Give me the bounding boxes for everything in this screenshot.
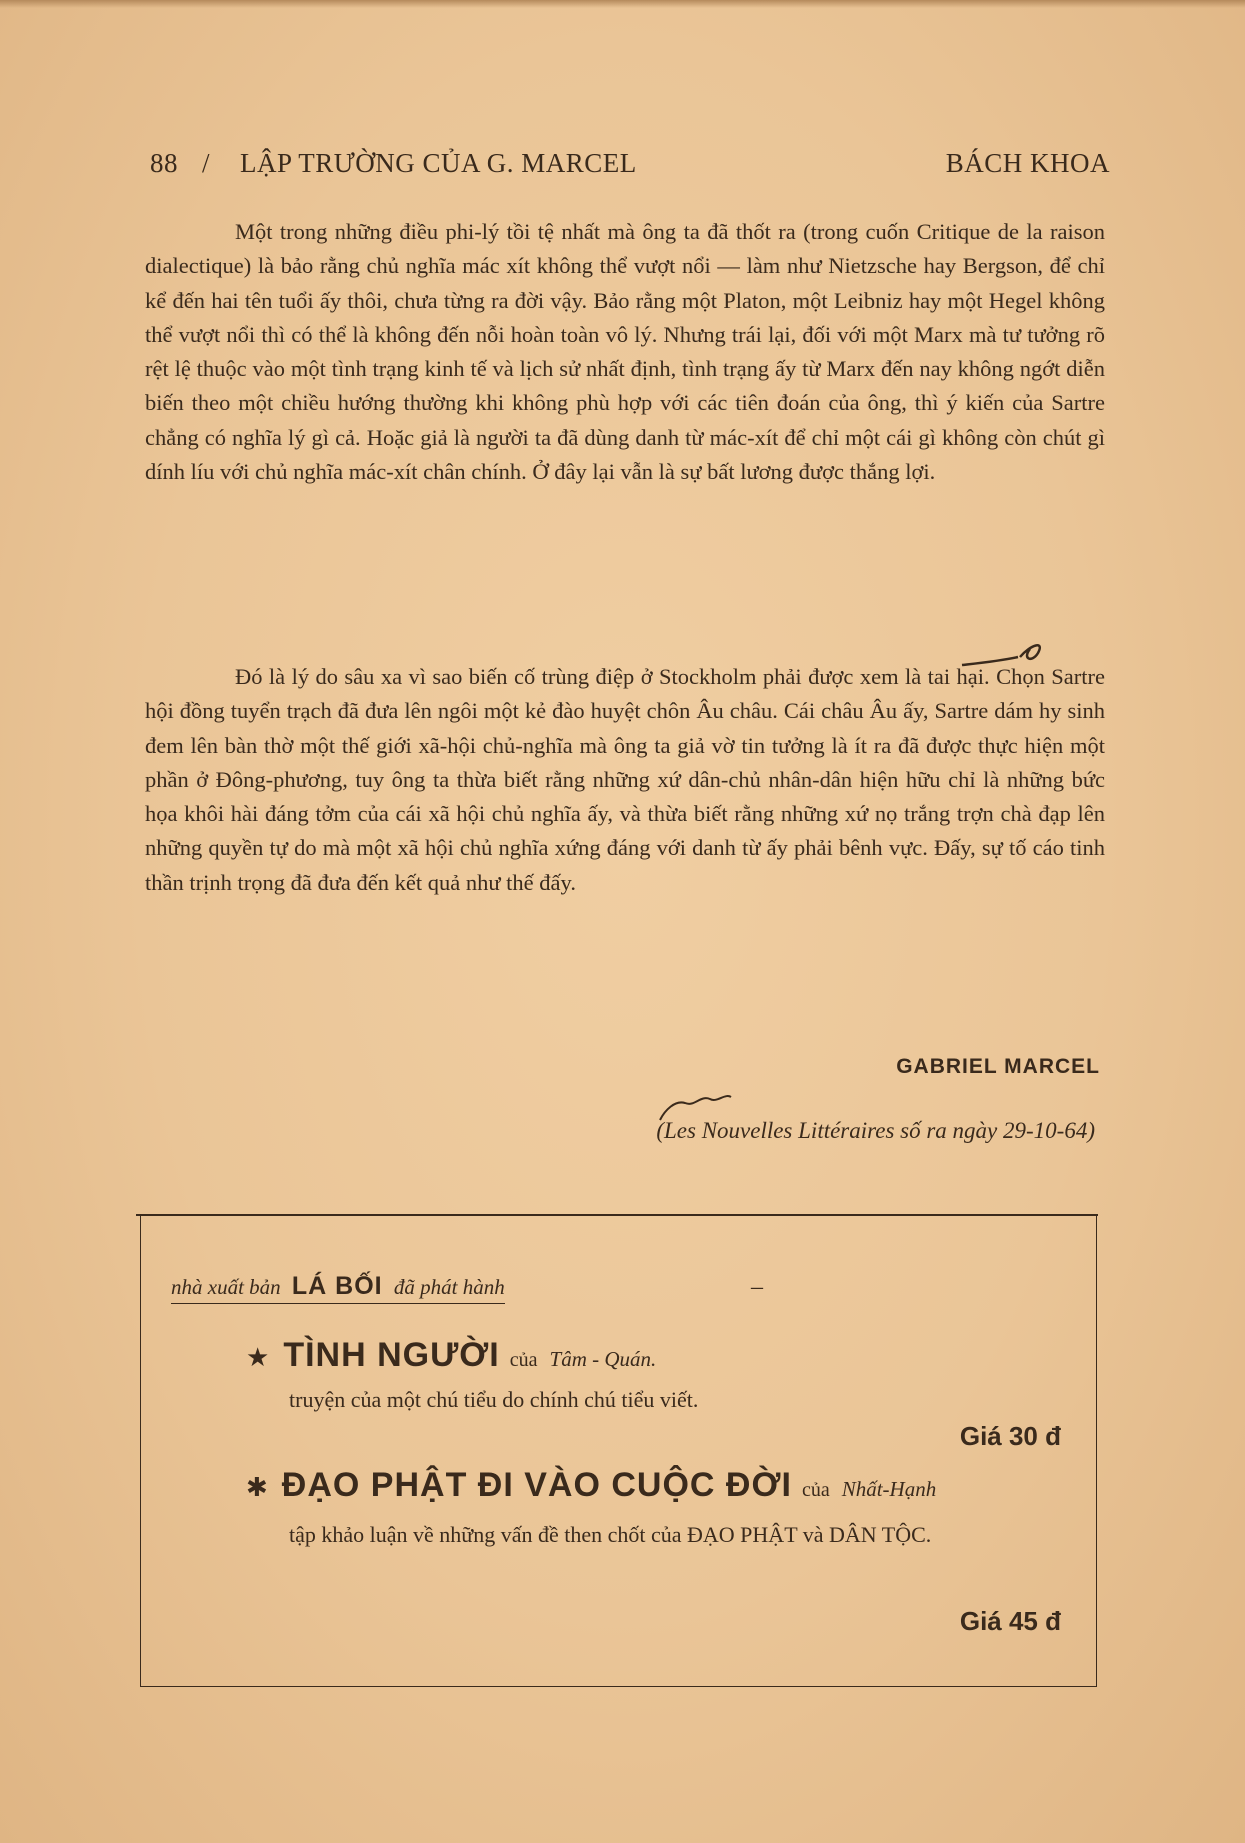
handwritten-ink-mark (655, 1085, 735, 1125)
book-entry-1 (246, 1336, 656, 1375)
magazine-name: BÁCH KHOA (945, 148, 1110, 178)
book-by: của (509, 1349, 538, 1371)
book-price-2: Giá 45 đ (959, 1606, 1061, 1636)
publisher-suffix: đã phát hành (393, 1275, 505, 1299)
publisher-name: LÁ BỐI (291, 1272, 383, 1300)
page-top-shadow (0, 0, 1245, 8)
asterisk-star-icon: ✱ (246, 1473, 268, 1502)
author-signature: GABRIEL MARCEL (896, 1055, 1100, 1078)
handwritten-correction-mark (960, 635, 1050, 675)
source-citation: (Les Nouvelles Littéraires số ra ngày 29-10-64) (656, 1118, 1095, 1143)
book-by: của (801, 1479, 830, 1501)
book-title: TÌNH NGƯỜI (283, 1336, 500, 1374)
book-price-1: Giá 30 đ (959, 1421, 1061, 1451)
publisher-line (171, 1272, 505, 1304)
book-author: Tâm - Quán. (549, 1347, 657, 1371)
body-paragraph-2: Đó là lý do sâu xa vì sao biến cố trùng điệp ở Stockholm phải được xem là tai hại. Chọn Sartre hội đồng tuyển trạch đã đưa lên ngôi một kẻ đào huyệt chôn Âu châu. Cái châu Âu ấy, Sartre dám hy sinh đem lên bàn thờ một thế giới xã-hội chủ-nghĩa mà ông ta giả vờ tin tưởng là ít ra đã được thực hiện một phần ở Đông-phương, tuy ông ta thừa biết rằng những xứ dân-chủ nhân-dân hiện hữu chỉ là những bức họa khôi hài đáng tởm của cái xã hội chủ nghĩa ấy, và thừa biết rằng những xứ nọ trắng trợn chà đạp lên những quyền tự do mà một xã hội chủ nghĩa xứng đáng với danh từ ấy phải bênh vực. Đấy, sự tố cáo tinh thần trịnh trọng đã đưa đến kết quả như thế đấy. (145, 664, 1105, 895)
publisher-advertisement-box (140, 1215, 1097, 1687)
header-separator: / (202, 148, 211, 178)
publisher-prefix: nhà xuất bản (171, 1275, 281, 1299)
article-title: LẬP TRƯỜNG CỦA G. MARCEL (240, 148, 637, 178)
star-icon: ★ (246, 1343, 270, 1372)
book-author: Nhất-Hạnh (841, 1477, 937, 1501)
decorative-dash: – (751, 1274, 763, 1300)
body-paragraph-1: Một trong những điều phi-lý tồi tệ nhất mà ông ta đã thốt ra (trong cuốn Critique de la raison dialectique) là bảo rằng chủ nghĩa mác xít không thể vượt nổi — làm như Nietzsche hay Bergson, để chỉ kể đến hai tên tuổi ấy thôi, chưa từng ra đời vậy. Bảo rằng một Platon, một Leibniz hay một Hegel không thể vượt nổi thì có thể là không đến nỗi hoàn toàn vô lý. Nhưng trái lại, đối với một Marx mà tư tưởng rõ rệt lệ thuộc vào một tình trạng kinh tế và lịch sử nhất định, tình trạng ấy từ Marx đến nay không ngớt diễn biến theo một chiều hướng thường khi không phù hợp với các tiên đoán của ông, thì ý kiến của Sartre chẳng có nghĩa lý gì cả. Hoặc giả là người ta đã dùng danh từ mác-xít để chỉ một cái gì không còn chút gì dính líu với chủ nghĩa mác-xít chân chính. Ở đây lại vẫn là sự bất lương được thắng lợi. (145, 219, 1105, 485)
page-number: 88 (150, 148, 178, 178)
book-description-2: tập khảo luận về những vấn đề then chốt của ĐẠO PHẬT và DÂN TỘC. (289, 1522, 932, 1547)
book-title: ĐẠO PHẬT ĐI VÀO CUỘC ĐỜI (281, 1466, 792, 1504)
ad-top-rule (136, 1214, 1098, 1216)
book-entry-2 (246, 1466, 936, 1505)
running-header (150, 148, 1110, 188)
book-description-1: truyện của một chú tiểu do chính chú tiểu viết. (289, 1387, 699, 1412)
